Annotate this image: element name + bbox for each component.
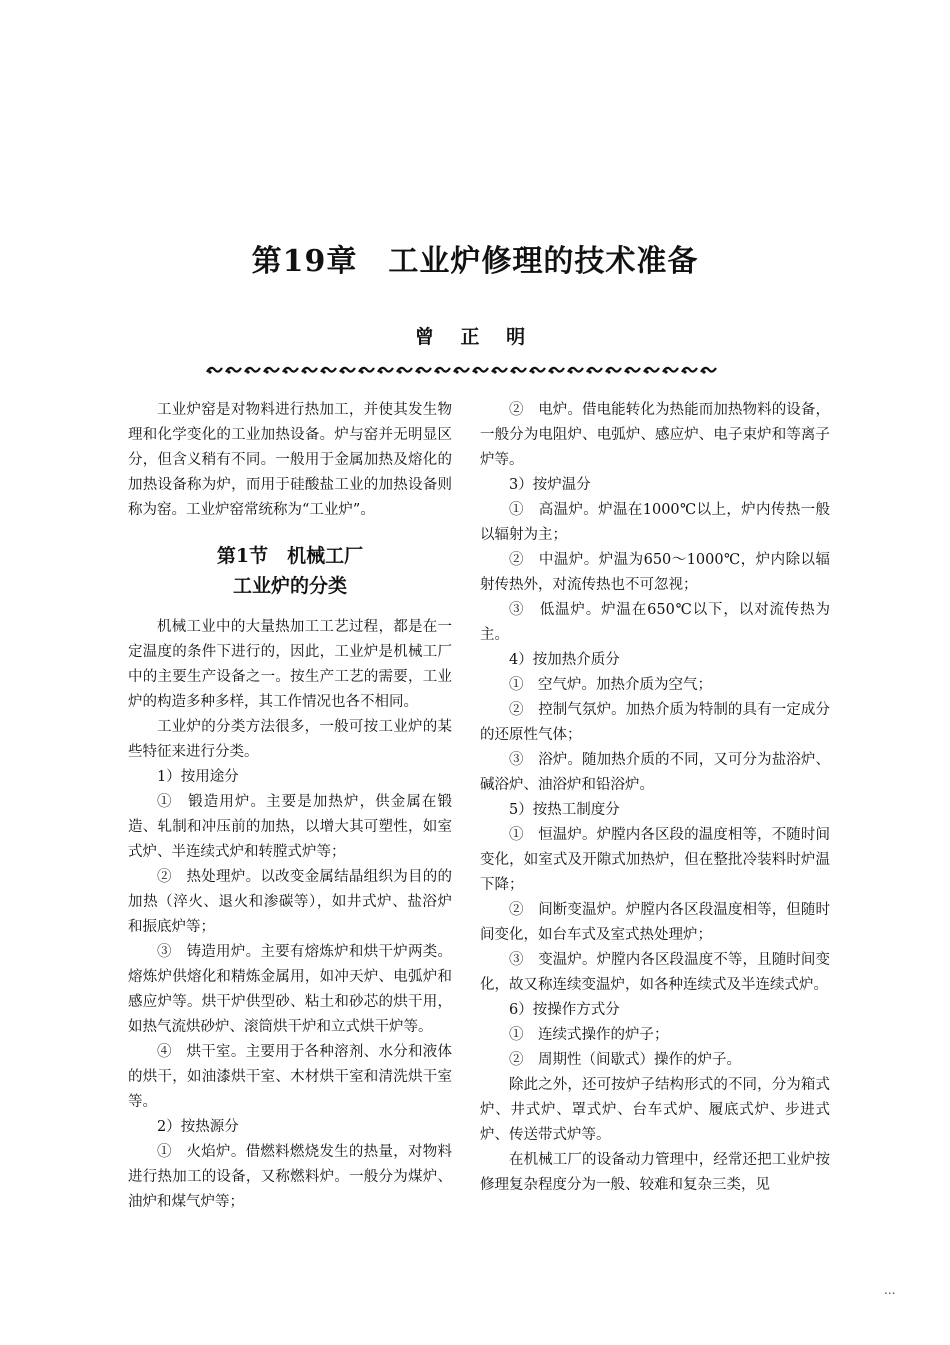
- body-paragraph: 在机械工厂的设备动力管理中，经常还把工业炉按修理复杂程度分为一般、较难和复杂三类，见: [480, 1152, 830, 1193]
- list-item: ② 间断变温炉。炉膛内各区段温度相等，但随时间变化，如台车式及室式热处理炉；: [480, 902, 830, 943]
- subheading: 1）按用途分: [157, 769, 239, 785]
- list-item: ① 锻造用炉。主要是加热炉，供金属在锻造、轧制和冲压前的加热，以增大其可塑性，如室式炉、半连续式炉和转膛式炉等；: [128, 794, 452, 860]
- right-column: [480, 398, 830, 1198]
- list-item: ② 控制气氛炉。加热介质为特制的具有一定成分的还原性气体；: [480, 702, 830, 743]
- body-paragraph: 工业炉的分类方法很多，一般可按工业炉的某些特征来进行分类。: [128, 719, 452, 760]
- list-item: ② 中温炉。炉温为650～1000℃，炉内除以辐射传热外，对流传热也不可忽视；: [480, 552, 830, 593]
- chapter-title: 第19章 工业炉修理的技术准备: [251, 244, 699, 279]
- list-item: ① 连续式操作的炉子；: [509, 1027, 669, 1043]
- page-mark: ...: [884, 1283, 896, 1297]
- subheading: 5）按热工制度分: [509, 802, 620, 818]
- section-title: [128, 541, 452, 601]
- list-item: ② 热处理炉。以改变金属结晶组织为目的的加热（淬火、退火和渗碳等），如井式炉、盐浴炉和振底炉等；: [128, 869, 452, 935]
- list-item: ③ 低温炉。炉温在650℃以下，以对流传热为主。: [480, 602, 830, 643]
- section-title-line1: 第1节 机械工厂: [216, 545, 364, 567]
- body-paragraph: 机械工业中的大量热加工工艺过程，都是在一定温度的条件下进行的，因此，工业炉是机械工厂中的主要生产设备之一。按生产工艺的需要，工业炉的构造多种多样，其工作情况也各不相同。: [128, 619, 452, 710]
- list-item: ② 电炉。借电能转化为热能而加热物料的设备，一般分为电阻炉、电弧炉、感应炉、电子束炉和等离子炉等。: [480, 402, 830, 468]
- list-item: ③ 变温炉。炉膛内各区段温度不等，且随时间变化，故又称连续变温炉，如各种连续式及半连续式炉。: [480, 952, 830, 993]
- list-item: ③ 铸造用炉。主要有熔炼炉和烘干炉两类。熔炼炉供熔化和精炼金属用，如冲天炉、电弧炉和感应炉等。烘干炉供型砂、粘土和砂芯的烘干用，如热气流烘砂炉、滚筒烘干炉和立式烘干炉等。: [128, 944, 452, 1035]
- list-item: ② 周期性（间歇式）操作的炉子。: [509, 1052, 741, 1068]
- subheading: 3）按炉温分: [509, 477, 591, 493]
- list-item: ① 恒温炉。炉膛内各区段的温度相等，不随时间变化，如室式及开隙式加热炉，但在整批冷装料时炉温下降；: [480, 827, 830, 893]
- author-name: 曾 正 明: [414, 326, 536, 348]
- intro-paragraph: 工业炉窑是对物料进行热加工，并使其发生物理和化学变化的工业加热设备。炉与窑并无明显区分，但含义稍有不同。一般用于金属加热及熔化的加热设备称为炉，而用于硅酸盐工业的加热设备则称为窑。工业炉窑常统称为“工业炉”。: [128, 402, 452, 518]
- ornamental-divider: [205, 364, 719, 376]
- left-column: [128, 398, 452, 1215]
- list-item: ① 火焰炉。借燃料燃烧发生的热量，对物料进行热加工的设备，又称燃料炉。一般分为煤炉、油炉和煤气炉等；: [128, 1144, 452, 1210]
- subheading: 6）按操作方式分: [509, 1002, 620, 1018]
- body-paragraph: 除此之外，还可按炉子结构形式的不同，分为箱式炉、井式炉、罩式炉、台车式炉、履底式炉、步进式炉、传送带式炉等。: [480, 1077, 830, 1143]
- list-item: ① 高温炉。炉温在1000℃以上，炉内传热一般以辐射为主；: [480, 502, 830, 543]
- section-title-line2: 工业炉的分类: [232, 575, 347, 597]
- subheading: 4）按加热介质分: [509, 652, 620, 668]
- list-item: ④ 烘干室。主要用于各种溶剂、水分和液体的烘干，如油漆烘干室、木材烘干室和清洗烘干室等。: [128, 1044, 452, 1110]
- subheading: 2）按热源分: [157, 1119, 239, 1135]
- list-item: ① 空气炉。加热介质为空气；: [509, 677, 712, 693]
- list-item: ③ 浴炉。随加热介质的不同，又可分为盐浴炉、碱浴炉、油浴炉和铅浴炉。: [480, 752, 830, 793]
